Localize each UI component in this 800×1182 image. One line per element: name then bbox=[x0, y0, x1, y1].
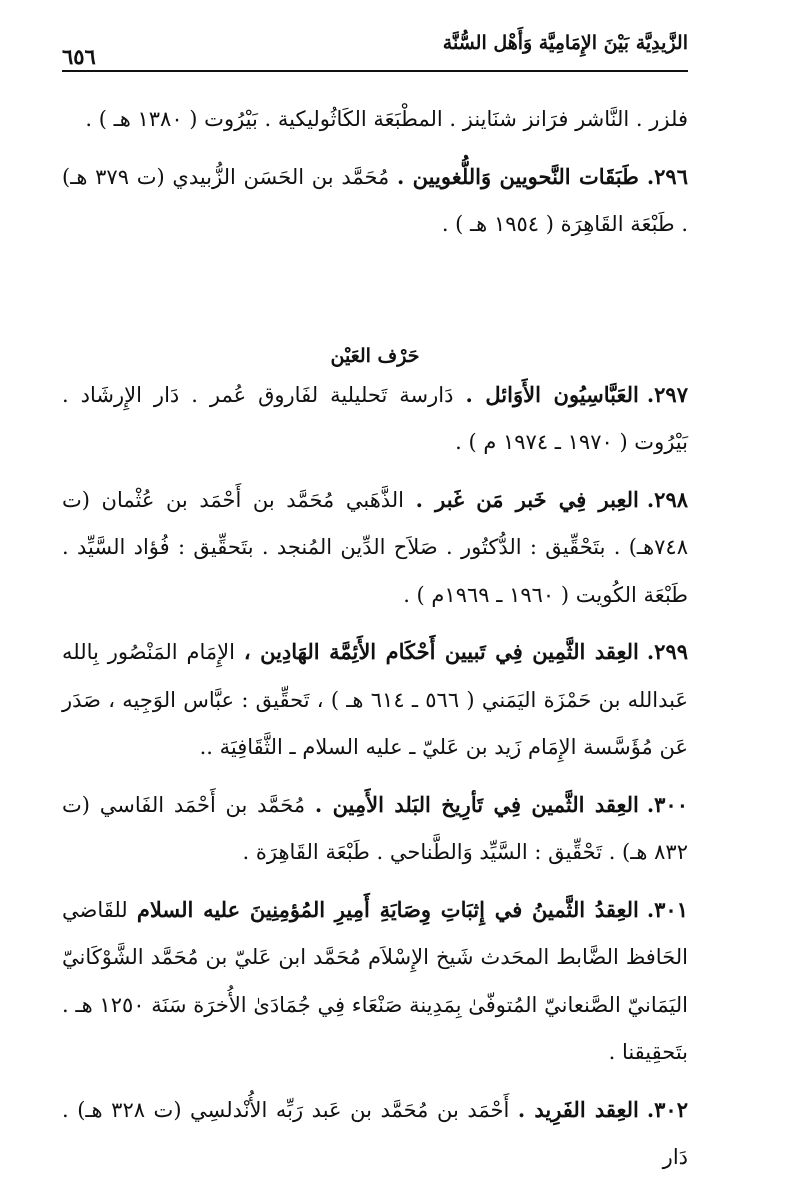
entry-number: ٢٩٦. bbox=[646, 163, 688, 189]
entry-number: ٣٠١. bbox=[646, 896, 688, 922]
entry-title: طَبَقَات النَّحويين وَاللُّغويين . bbox=[397, 163, 639, 189]
entry-details: مُحَمَّد بن الحَسَن الزُّبيدي (ت ٣٧٩ هـ) . طَبْعَة القَاهِرَة ( ١٩٥٤ هـ ) . bbox=[62, 164, 688, 236]
bibliography-entry-297 bbox=[62, 371, 688, 467]
continuation-text: فلزر . النَّاشر فرَانز شنَاينز . المطْبَعَة الكَاثُوليكية . بَيْرُوت ( ١٣٨٠ هـ ) . bbox=[85, 107, 688, 131]
bibliography-entry-299 bbox=[62, 628, 688, 772]
entry-title: العِقد الثَّمِين فِي تَبيين أَحْكَام الأَئِمَّة الهَادِين ، bbox=[243, 639, 639, 664]
entry-title: العَبَّاسِيُون الأَوَائل . bbox=[465, 381, 639, 407]
entry-number: ٢٩٨. bbox=[646, 486, 689, 512]
bibliography-body bbox=[62, 96, 688, 1182]
entry-number: ٢٩٧. bbox=[646, 381, 688, 407]
entry-number: ٣٠٠. bbox=[646, 791, 688, 817]
entry-title: العِقد الثَّمين فِي تَأرِيخ البَلد الأَمِين . bbox=[314, 791, 639, 817]
entry-title: العِقدُ الثَّمينُ في إِثبَاتِ وِصَايَةِ أَمِيرِ المُؤمِنِينَ عليه السلام bbox=[136, 896, 639, 922]
entry-details: مُحَمَّد بن أَحْمَد الفَاسي (ت ٨٣٢ هـ) . تَحْقِّيق : السَّيِّد وَالطَّناحي . طَبْعَة القَاهِرَة . bbox=[62, 792, 688, 864]
bibliography-entry-296 bbox=[62, 153, 688, 249]
header-rule bbox=[62, 70, 688, 72]
entry-details: للقَاضي الحَافظ الضَّابط المحَدث شَيخ الإِسْلاَم مُحَمَّد ابن عَليّ بن مُحَمَّد الشَّوْكَانيّ اليَمَانيّ الصَّنعانيّ المُتوفّىٰ بِمَدِينة صَنْعَاء فِي جُمَادَىٰ الأُخرَة سَنَة ١٢٥٠ هـ . بتَحقِيقنا . bbox=[62, 897, 688, 1064]
entry-number: ٣٠٢. bbox=[646, 1096, 688, 1122]
running-header bbox=[62, 30, 688, 70]
entry-details: أَحْمَد بن مُحَمَّد بن عَبد رَبِّه الأُنْدلسِي (ت ٣٢٨ هـ) . دَار bbox=[62, 1097, 688, 1169]
running-title: الزَّيدِيَّة بَيْنَ الإِمَامِيَّة وَأَهْل السُّنَّة bbox=[442, 32, 688, 54]
entry-number: ٢٩٩. bbox=[646, 639, 689, 664]
bibliography-entry-298 bbox=[62, 476, 688, 620]
section-spacer bbox=[62, 249, 688, 341]
entry-details: الذَّهَبي مُحَمَّد بن أَحْمَد بن عُثْمان (ت ٧٤٨هـ) . بتَحْقِّيق : الدُّكتُور . صَلاَح الدِّين المُنجد . بتَحقِّيق : فُؤاد السَّيِّد . طَبْعَة الكُويت ( ١٩٦٠ ـ ١٩٦٩م ) . bbox=[62, 487, 688, 607]
entry-details: الإِمَام المَنْصُور بِالله عَبدالله بن حَمْزَة اليَمَني ( ٥٦٦ ـ ٦١٤ هـ ) ، تَحقِّيق : عبَّاس الوَجِيه ، صَدَر عَن مُؤَسَّسة الإِمَام زَيد بن عَليّ ـ عليه السلام ـ الثَّقَافِيَة .. bbox=[62, 640, 689, 759]
bibliography-entry-300 bbox=[62, 781, 688, 877]
entry-details: دَارسة تَحليلية لفَاروق عُمر . دَار الإِرشَاد . بَيْرُوت ( ١٩٧٠ ـ ١٩٧٤ م ) . bbox=[62, 382, 688, 454]
page-number: ٦٥٦ bbox=[62, 44, 96, 69]
bibliography-entry-301 bbox=[62, 886, 688, 1077]
entry-title: العِقد الفَرِيد . bbox=[517, 1096, 639, 1122]
entry-title: العِبر فِي خَبر مَن غَبر . bbox=[415, 486, 639, 512]
section-heading: حَرْف العَيْن bbox=[330, 344, 420, 367]
bibliography-entry-302 bbox=[62, 1086, 688, 1182]
